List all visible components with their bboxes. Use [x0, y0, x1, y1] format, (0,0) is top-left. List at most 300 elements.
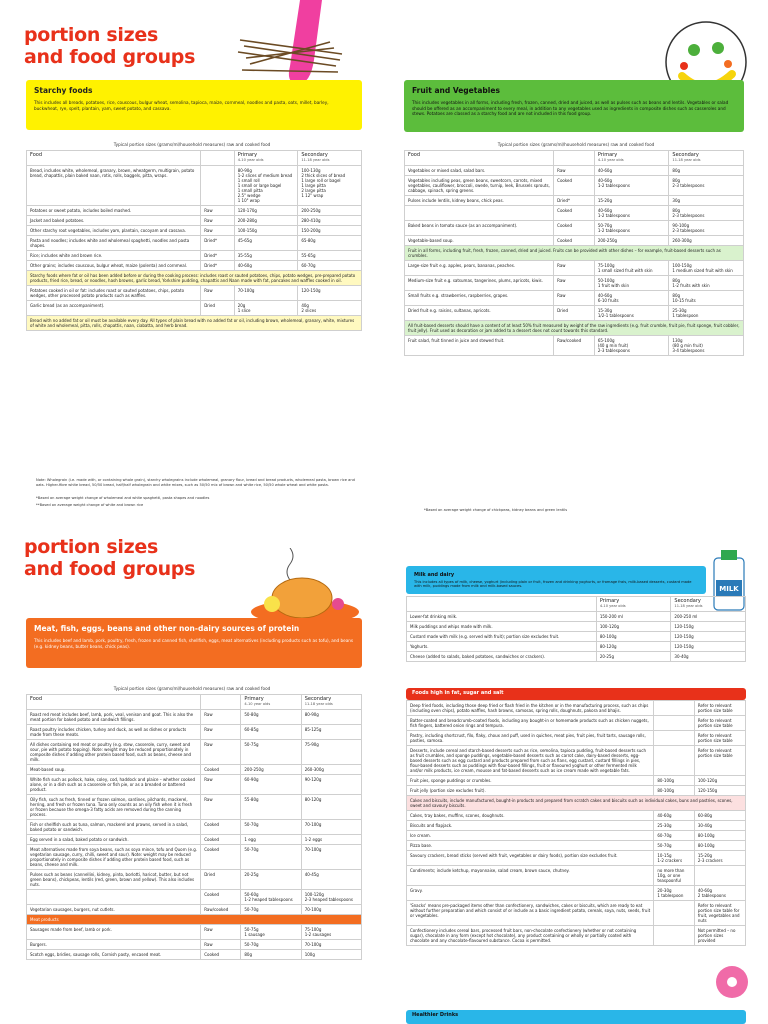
cell-food: 'Snacks' means pre-packaged items other than confectionery, sandwiches, cakes or biscuits, which are ready to eat without further preparation and which consist of or include as a basic ingredient potato, cereals, soya, nuts, seeds, fruit or vegetables. [407, 901, 654, 926]
cell-food: Scotch eggs, bridies, sausage rolls, Cornish pasty, encased meat. [27, 950, 201, 960]
table-row [27, 795, 362, 820]
cell-food: Pizza base. [407, 841, 654, 851]
table-row [407, 701, 746, 716]
cell-food: Dried fruit e.g. raisins, sultanas, apricots. [405, 306, 554, 321]
cell-secondary: 90-100g 2-3 tablespoons [669, 221, 744, 236]
span-row-2: Bread with no added fat or oil must be available every day. All types of plain bread with no added fat or oil, including brown, wholemeal, granary, white, mixtures of white and wholemeal, pitta, rolls, chapattis, naan, ciabatta, and herb bread. [27, 316, 362, 331]
cell-secondary: 75-90g [301, 740, 361, 765]
fruit-veg-table [404, 150, 744, 356]
cell-primary: 50-70g [654, 841, 695, 851]
span-row: Starchy foods where fat or oil has been added before or during the cooking process: includes roast or sauted potatoes, chips, potato wedges, pre-prepared potato products, fried rice, bread, or noodles, hash browns, garlic bread, Yorkshire pudding, chapattis and Naan made with fat, pancakes and waffles cooked in oil. [27, 271, 362, 286]
cell-food: Bread, includes white, wholemeal, granary, brown, wheatgerm, multigrain, potato bread, chapattis, plain baked naan, rotis, rolls, baggels, pitta, wraps. [27, 166, 201, 206]
table-row [27, 286, 362, 301]
cell-type: Dried [554, 306, 595, 321]
cell-primary: 75-100g 1 small sized fruit with skin [594, 261, 669, 276]
page-title [24, 536, 195, 580]
cell-food: Fruit salad, fruit tinned in juice and stewed fruit. [405, 336, 554, 356]
cell-secondary: 150-200g [298, 226, 362, 236]
table-row [27, 740, 362, 765]
table-row [407, 746, 746, 776]
cell-primary: 40-60g [594, 166, 669, 176]
cell-secondary: 80-100g [694, 831, 745, 841]
cell-primary: 15-30g 1/2-1 tablespoons [594, 306, 669, 321]
cell-primary: 200-250g [594, 236, 669, 246]
cell-primary: 50-70g 1-2 tablespoons [594, 221, 669, 236]
col-primary: Primary 4-10 year olds [596, 597, 671, 612]
banner-hfss [406, 688, 746, 700]
cell-type: Raw [201, 206, 235, 216]
cell-food: Fish or shellfish such as tuna, salmon, mackerel and prawns, served in a salad, baked potato or sandwich. [27, 820, 201, 835]
cell-secondary: 200-250 ml [671, 612, 746, 622]
cell-type: Cooked [201, 835, 241, 845]
hfss-table [406, 700, 746, 946]
table-row [407, 851, 746, 866]
table-row [27, 820, 362, 835]
col-primary: Primary 4-10 year olds [241, 695, 301, 710]
cell-primary [654, 746, 695, 776]
cell-type: Raw [201, 216, 235, 226]
table-caption: Typical portion sizes (grams/ml/household measures) raw and cooked food [113, 142, 271, 147]
cell-primary: 80g [241, 950, 301, 960]
cell-food: Vegetarian sausages, burgers, nut cutlets. [27, 905, 201, 915]
cell-type: Dried* [201, 261, 235, 271]
cell-food: Other grains; includes couscous, bulgur wheat, maize (polenta) and cornmeal. [27, 261, 201, 271]
table-row [407, 622, 746, 632]
cell-food: Pastry, including shortcrust, filo, flaky, choux and puff, used in quiches, meat pies, fruit pies, fruit tarts, sausage rolls, pasties, samosa. [407, 731, 654, 746]
banner-title: Fruit and Vegetables [412, 86, 500, 95]
table-row [27, 166, 362, 206]
cell-food: Jacket and baked potatoes. [27, 216, 201, 226]
footnote-1: *Based on average weight change of wholemeal and white spaghetti, pasta shapes and noodles [36, 496, 210, 500]
footnote-2: **Based on average weight change of white and brown rice [36, 503, 144, 507]
cell-food: Egg served in a salad, baked potato or sandwich. [27, 835, 201, 845]
cell-food: Burgers. [27, 940, 201, 950]
cell-secondary: 40-60g 2 tablespoons [694, 886, 745, 901]
cell-primary: 20-30g 1 tablespoon [654, 886, 695, 901]
cell-secondary: Refer to relevant portion size table for fruit, vegetables and nuts [694, 901, 745, 926]
cell-secondary: Refer to relevant portion size table [694, 701, 745, 716]
page-fruit-vegetables [384, 0, 768, 512]
table-row [405, 291, 744, 306]
banner-title: Starchy foods [34, 86, 93, 95]
table-row [27, 765, 362, 775]
cell-primary: 50-80g [241, 710, 301, 725]
cell-food: Potatoes or sweet potato, includes boiled mashed. [27, 206, 201, 216]
table-row [27, 710, 362, 725]
table-row [27, 950, 362, 960]
cell-type: Raw/cooked [201, 905, 241, 915]
cell-primary [654, 731, 695, 746]
cell-type: Cooked [554, 176, 595, 196]
cell-primary: 50-100g 1 fruit with skin [594, 276, 669, 291]
cell-secondary: 120-150g [671, 622, 746, 632]
cell-primary: 70-100g [234, 286, 298, 301]
banner-text: This includes all types of milk, cheese, yoghurt (including plain or fruit, frozen and drinking yoghurts, or fromage frais, milk-based desserts, custard made with milk, puddings made from milk and milk-based sauces. [414, 580, 692, 589]
cell-food: Meat alternatives made from soya beans, such as soya mince, tofu and Quorn (e.g. vegetarian sausage, curry, chilli, sweet and sour). Note: weight may be reduced proportionately in composite dishes if adding other protein based food, such as beans, cheese and milk. [27, 845, 201, 870]
cell-type: Cooked [554, 236, 595, 246]
table-row [27, 206, 362, 216]
cell-primary: 200-280g [234, 216, 298, 226]
milk-label: MILK [719, 585, 739, 593]
table-row [407, 866, 746, 886]
cell-secondary: 40-45g [301, 870, 361, 890]
table-row [405, 306, 744, 321]
cell-primary: 100-150g [234, 226, 298, 236]
table-row [407, 776, 746, 786]
span-row-2: All fruit-based desserts should have a content of at least 50% fruit measured by weight of the raw ingredients (e.g. fruit crumble, fruit pie, fruit sponge, fruit cobbler, fruit jelly). Fruit used as decoration or jam added to a dessert does not count towards this standard. [405, 321, 744, 336]
dairy-table [406, 596, 746, 662]
title-line-1: portion sizes [24, 24, 158, 46]
cell-secondary: 80g [669, 166, 744, 176]
cell-primary: 20-25g [241, 870, 301, 890]
cell-food [27, 890, 201, 905]
cell-primary: 45-65g [234, 236, 298, 251]
table-row [27, 251, 362, 261]
protein-table [26, 694, 362, 960]
cell-primary: 10-15g 1-2 crackers [654, 851, 695, 866]
cell-food: Cheese (added to salads, baked potatoes, sandwiches or crackers). [407, 652, 597, 662]
cell-primary: 55-80g [241, 795, 301, 820]
table-caption: Typical portion sizes (grams/ml/household measures) raw and cooked food [113, 686, 271, 691]
cell-primary: 20-25g [596, 652, 671, 662]
cell-type: Raw [201, 740, 241, 765]
cell-secondary: 120-150g [671, 632, 746, 642]
table-row [405, 221, 744, 236]
cell-food: All dishes containing red meat or poultry (e.g. stew, casserole, curry, sweet and sour, pie with potato topping). Note: weight may be reduced proportionately in composite dishes if adding other protein based food, such as beans, cheese and milk. [27, 740, 201, 765]
span-row: Cakes and biscuits, include manufactured, bought-in products and prepared from scratch cakes and biscuits such as individual cakes, buns and pastries, scones, sweet and savoury biscuits. [407, 796, 746, 811]
cell-primary: 100-120g [596, 622, 671, 632]
cell-secondary: 100-120g [694, 776, 745, 786]
cell-type: Cooked [201, 820, 241, 835]
cell-primary: 50-70g [241, 845, 301, 870]
cell-type: Dried* [554, 196, 595, 206]
cell-secondary: 200-250g [298, 206, 362, 216]
cell-primary: 50-70g [241, 905, 301, 915]
table-row [27, 925, 362, 940]
cell-food: Yoghurts. [407, 642, 597, 652]
cell-food: Vegetable-based soup. [405, 236, 554, 246]
footnote: *Based on average weight change of chickpeas, kidney beans and green lentils [424, 508, 568, 512]
cell-type: Raw [201, 795, 241, 820]
cell-secondary: 70-100g [301, 905, 361, 915]
cell-food: Confectionery includes cereal bars, processed fruit bars, non-chocolate confectionery (whether or not containing sugar), chocolate in any form (except hot chocolate), any product containing or wholly or partially coated with chocolate and any chocolate-flavoured substance. Cocoa is permitted. [407, 926, 654, 946]
cell-secondary: 80g 10-15 fruits [669, 291, 744, 306]
cell-primary: 1 egg [241, 835, 301, 845]
cell-primary: 65-100g (40 g min fruit) 2-3 tablespoons [594, 336, 669, 356]
cell-secondary: 120-150g [298, 286, 362, 301]
col-type [201, 695, 241, 710]
cell-type: Raw [201, 725, 241, 740]
doughnut-icon [714, 964, 750, 1000]
section-meat-products: Meat products [27, 915, 362, 925]
cell-secondary: 120-150g [694, 786, 745, 796]
cell-type: Raw [554, 291, 595, 306]
cell-food: Small fruits e.g. strawberries, raspberries, grapes. [405, 291, 554, 306]
cell-primary: 80-100g [654, 786, 695, 796]
cell-food: Pulses such as beans (cannellini, kidney, pinto, borlotti, haricot, butter, but not green beans), chickpeas, lentils (red, green, brown and yellow). This also includes nuts. [27, 870, 201, 890]
cell-primary: 50-75g [241, 740, 301, 765]
table-row [407, 886, 746, 901]
table-row [407, 821, 746, 831]
cell-food: Baked beans in tomato sauce (as an accompaniment). [405, 221, 554, 236]
roast-chicken-icon [250, 548, 360, 628]
table-row [27, 226, 362, 236]
cell-type: Cooked [201, 950, 241, 960]
cell-secondary: 100-120g 2-3 heaped tablespoons [301, 890, 361, 905]
cell-secondary: 85-125g [301, 725, 361, 740]
cell-primary: 25-30g [654, 821, 695, 831]
cell-secondary: 80g 2-3 tablespoons [669, 206, 744, 221]
banner-text: This includes all breads, potatoes, rice, couscous, bulgur wheat, semolina, tapioca, maize, cornmeal, noodles and pasta, oats, millet, barley, buckwheat, rye, spelt, plantain, yam, sweet potato, and cassava. [34, 100, 329, 111]
note: Note: Wholegrain (i.e. made with, or containing whole grain), starchy wholegrains include wholemeal, granary flour, bread and bread products, wholemeal pasta, brown rice and oats. Higher-fibre white bread, 50/50 bread, half/half wholegrain and white mixes, such as 50/50 mix of brown and white rice, 50/50 whole wheat and white pasta. [36, 478, 355, 487]
table-row [407, 731, 746, 746]
page-protein [0, 512, 384, 1024]
cell-secondary: 70-100g [301, 820, 361, 835]
table-row [407, 901, 746, 926]
title-line-2: and food groups [24, 558, 196, 580]
cell-primary: 50-70g [241, 820, 301, 835]
col-primary: Primary 4-10 year olds [234, 151, 298, 166]
cell-food: Condiments; include ketchup, mayonnaise, salad cream, brown sauce, chutney. [407, 866, 654, 886]
title-line-1: portion sizes [24, 536, 158, 558]
cell-type: Raw [201, 710, 241, 725]
table-row [407, 811, 746, 821]
cell-food: Vegetables or mixed salad, salad bars. [405, 166, 554, 176]
col-secondary: Secondary 11-18 year olds [671, 597, 746, 612]
banner-protein [26, 618, 362, 668]
banner-title: Meat, fish, eggs, beans and other non-dairy sources of protein [34, 624, 300, 633]
cell-type: Dried* [201, 236, 235, 251]
cell-primary: 20g 1 slice [234, 301, 298, 316]
cell-food: Deep fried foods, including those deep fried or flash fried in the kitchen or in the manufacturing process, such as chips (including oven chips), potato waffles, hash browns, samosas, spring rolls, doughnuts, pakora and bhajis. [407, 701, 654, 716]
cell-food: Meat-based soup. [27, 765, 201, 775]
cell-food: Desserts, include cereal and starch-based desserts such as rice, semolina, tapioca pudding, fruit-based desserts such as fruit crumbles, and sponge puddings, vegetable-based desserts such as carrot cake, dairy-based desserts, egg-based desserts such as egg custard and products prepared from such as flans, egg custard, custard fillings in pies, flour-based desserts such as puddings with flour-based fillings, fruit or flavoured yoghurt or other fermented milk and/or milk products, ice cream, mousse and fat-based desserts such as ice cream made with vegetable fats. [407, 746, 654, 776]
cell-type: Cooked [201, 890, 241, 905]
cell-type: Raw [554, 276, 595, 291]
banner-milk-dairy [406, 566, 706, 594]
cell-primary [654, 701, 695, 716]
cell-secondary: 60-80g [694, 811, 745, 821]
cell-secondary: 80-120g [301, 795, 361, 820]
banner-drinks [406, 1010, 746, 1024]
cell-food: Roast red meat includes beef, lamb, pork, veal, venison and goat. This is also the meat portion for baked potato and sandwich fillings. [27, 710, 201, 725]
cell-secondary: 70-100g [301, 845, 361, 870]
cell-type: Raw [201, 925, 241, 940]
col-secondary: Secondary 11-18 year olds [301, 695, 361, 710]
cell-primary: 60-70g [654, 831, 695, 841]
cell-primary [654, 926, 695, 946]
cell-primary: 40-60g [654, 811, 695, 821]
table-row [407, 841, 746, 851]
banner-title: Milk and dairy [414, 572, 455, 578]
cell-food: Rice; includes white and brown rice. [27, 251, 201, 261]
table-row [405, 206, 744, 221]
table-row [27, 890, 362, 905]
table-row [27, 775, 362, 795]
table-row [27, 301, 362, 316]
table-row [27, 216, 362, 226]
cell-primary [654, 901, 695, 926]
cell-primary: 200-250g [241, 765, 301, 775]
banner-starchy-foods [26, 80, 362, 130]
cell-primary: 80-100g [654, 776, 695, 786]
cell-secondary: Not permitted – no portion sizes provided [694, 926, 745, 946]
cell-food: Custard made with milk (e.g. served with fruit); portion size excludes fruit. [407, 632, 597, 642]
cell-food: Ice cream. [407, 831, 654, 841]
cell-primary: 40-60g 6-10 fruits [594, 291, 669, 306]
cell-primary: 80-120g [596, 642, 671, 652]
col-type [554, 151, 595, 166]
cell-primary: 40-60g [234, 261, 298, 271]
cell-type: Raw [201, 226, 235, 236]
cell-secondary: 30-40g [671, 652, 746, 662]
cell-primary: 50-70g [241, 940, 301, 950]
cell-food: Vegetables including peas, green beans, sweetcorn, carrots, mixed vegetables, cauliflower, broccoli, swede, turnip, leek, Brussels sprouts, cabbage, spinach, spring greens. [405, 176, 554, 196]
cell-secondary: 65-80g [298, 236, 362, 251]
cell-food: Fruit jelly (portion size excludes fruit). [407, 786, 654, 796]
cell-food: Pasta and noodles; includes white and wholemeal spaghetti, noodles and pasta shapes. [27, 236, 201, 251]
banner-text: This includes beef and lamb, pork, poultry, fresh, frozen and canned fish, shellfish, eggs, meat alternatives (including products such as tofu), and beans (e.g. kidney beans, butter beans, chick peas). [34, 638, 354, 649]
banner-fruit-vegetables [404, 80, 744, 132]
title-line-2: and food groups [24, 46, 196, 68]
table-row [405, 336, 744, 356]
cell-type: Raw [201, 286, 235, 301]
cell-primary: 60-90g [241, 775, 301, 795]
cell-primary: 60-85g [241, 725, 301, 740]
cell-secondary: 260-300g [301, 765, 361, 775]
cell-secondary: 80-90g [301, 710, 361, 725]
col-food: Food [27, 695, 201, 710]
cell-secondary: 70-100g [301, 940, 361, 950]
cell-food: Savoury crackers, bread sticks (served with fruit, vegetables or dairy foods), portion size excludes fruit. [407, 851, 654, 866]
col-primary: Primary 4-10 year olds [594, 151, 669, 166]
cell-type: Dried [201, 301, 235, 316]
cell-food: Milk puddings and whips made with milk. [407, 622, 597, 632]
cell-secondary: 25-30g 1 tablespoon [669, 306, 744, 321]
cell-secondary: 40g 2 slices [298, 301, 362, 316]
table-row [27, 261, 362, 271]
cell-secondary: Refer to relevant portion size table [694, 716, 745, 731]
table-row [405, 261, 744, 276]
cell-secondary: 80g 1-2 fruits with skin [669, 276, 744, 291]
col-secondary: Secondary 11-18 year olds [298, 151, 362, 166]
cell-type: Cooked [201, 765, 241, 775]
cell-food: Pulses include lentils, kidney beans, chick peas. [405, 196, 554, 206]
cell-food: Sausages made from beef, lamb or pork. [27, 925, 201, 940]
cell-food: Cakes, tray bakes, muffins, scones, doughnuts. [407, 811, 654, 821]
banner-title: Healthier Drinks [412, 1012, 459, 1018]
table-row [407, 716, 746, 731]
page-dairy-hfss [384, 512, 768, 1024]
cell-secondary: 100g [301, 950, 361, 960]
table-row [407, 926, 746, 946]
cell-type: Cooked [554, 221, 595, 236]
starchy-table [26, 150, 362, 331]
cell-type: Raw [554, 261, 595, 276]
cell-primary: 15-20g [594, 196, 669, 206]
table-row [405, 176, 744, 196]
banner-text: This includes vegetables in all forms, including fresh, frozen, canned, dried and juiced, as well as pulses such as beans and lentils. Vegetables or salad should be offered as an accompaniment to every meal, in addition to any vegetables used as ingredients in composite dishes such as casseroles and stews. Potatoes are classed as a starchy food and are not included in this food group. [412, 100, 729, 117]
cell-secondary: 1-2 eggs [301, 835, 361, 845]
cell-type: Raw [201, 940, 241, 950]
cell-food: Gravy. [407, 886, 654, 901]
cell-secondary: 75-100g 1-2 sausages [301, 925, 361, 940]
cell-secondary: 55-65g [298, 251, 362, 261]
table-row [407, 632, 746, 642]
col-secondary: Secondary 11-18 year olds [669, 151, 744, 166]
cell-secondary: 100-130g 2 thick slices of bread 1 large roll or bagel 1 large pitta 2 large pitta 1 12" wrap [298, 166, 362, 206]
cell-type: Raw [201, 775, 241, 795]
table-row [27, 845, 362, 870]
table-row [27, 870, 362, 890]
cell-primary: 50-75g 1 sausage [241, 925, 301, 940]
table-row [407, 786, 746, 796]
cell-food: Oily fish, such as fresh, tinned or frozen salmon, sardines, pilchards, mackerel, herring, and fresh or frozen tuna. Tuna only counts as an oily fish when it is fresh or frozen because the omega-3 fatty acids are removed during the canning process. [27, 795, 201, 820]
cell-type: Dried [201, 870, 241, 890]
cell-secondary: 260-300g [669, 236, 744, 246]
cell-secondary: 60-70g [298, 261, 362, 271]
cell-secondary: 30g [669, 196, 744, 206]
cell-type: Dried* [201, 251, 235, 261]
cell-secondary [694, 866, 745, 886]
col-food: Food [27, 151, 201, 166]
span-row: Fruit in all forms, including fruit, fresh, frozen, canned, dried and juiced. Fruits can be provided with other dishes – for example, fruit-based desserts such as crumbles. [405, 246, 744, 261]
cell-secondary: 130g (80 g min fruit) 3-4 tablespoons [669, 336, 744, 356]
table-row [407, 612, 746, 622]
cell-primary: 50-60g 1-2 heaped tablespoons [241, 890, 301, 905]
cell-secondary: 90-120g [301, 775, 361, 795]
cell-primary: 35-55g [234, 251, 298, 261]
cell-food: Potatoes cooked in oil or fat: includes roast or sauted potatoes, chips, potato wedges, other processed potato products such as waffles. [27, 286, 201, 301]
cell-primary: 150-200 ml [596, 612, 671, 622]
cell-type: Raw/cooked [554, 336, 595, 356]
cell-food: Large-size fruit e.g. apples, pears, bananas, peaches. [405, 261, 554, 276]
table-row [407, 831, 746, 841]
cell-food: Garlic bread (as an accompaniment). [27, 301, 201, 316]
cell-secondary: 15-20g 2-3 crackers [694, 851, 745, 866]
table-row [27, 940, 362, 950]
cell-type [201, 166, 235, 206]
cell-secondary: 80-100g [694, 841, 745, 851]
cell-primary: no more than 10g, or one teaspoonful [654, 866, 695, 886]
table-row [405, 196, 744, 206]
table-row [405, 276, 744, 291]
table-row [407, 642, 746, 652]
table-row [27, 725, 362, 740]
cell-primary: 40-60g 1-2 tablespoons [594, 176, 669, 196]
cell-secondary: 30-40g [694, 821, 745, 831]
cell-primary: 120-170g [234, 206, 298, 216]
cell-food: Biscuits and flapjack. [407, 821, 654, 831]
cell-food: Medium-size fruit e.g. satsumas, tangerines, plums, apricots, kiwis. [405, 276, 554, 291]
cell-primary: 80-100g [596, 632, 671, 642]
page-title [24, 24, 195, 68]
cell-food: White fish such as pollock, hake, coley, cod, haddock and plaice – whether cooked alone, or in a dish such as a casserole or fish pie, or as a breaded or battered product. [27, 775, 201, 795]
cell-food: Other starchy root vegetables, includes yam, plantain, cocoyam and cassava. [27, 226, 201, 236]
cell-food: Lower-fat drinking milk. [407, 612, 597, 622]
cell-primary [654, 716, 695, 731]
table-row [407, 652, 746, 662]
table-row [27, 835, 362, 845]
col-food [407, 597, 597, 612]
cell-secondary: Refer to relevant portion size table [694, 746, 745, 776]
banner-title: Foods high in fat, sugar and salt [412, 690, 504, 696]
table-row [27, 905, 362, 915]
cell-secondary: 80g 2-3 tablespoons [669, 176, 744, 196]
cell-type: Raw [554, 166, 595, 176]
col-type [201, 151, 235, 166]
page-starchy-foods [0, 0, 384, 512]
